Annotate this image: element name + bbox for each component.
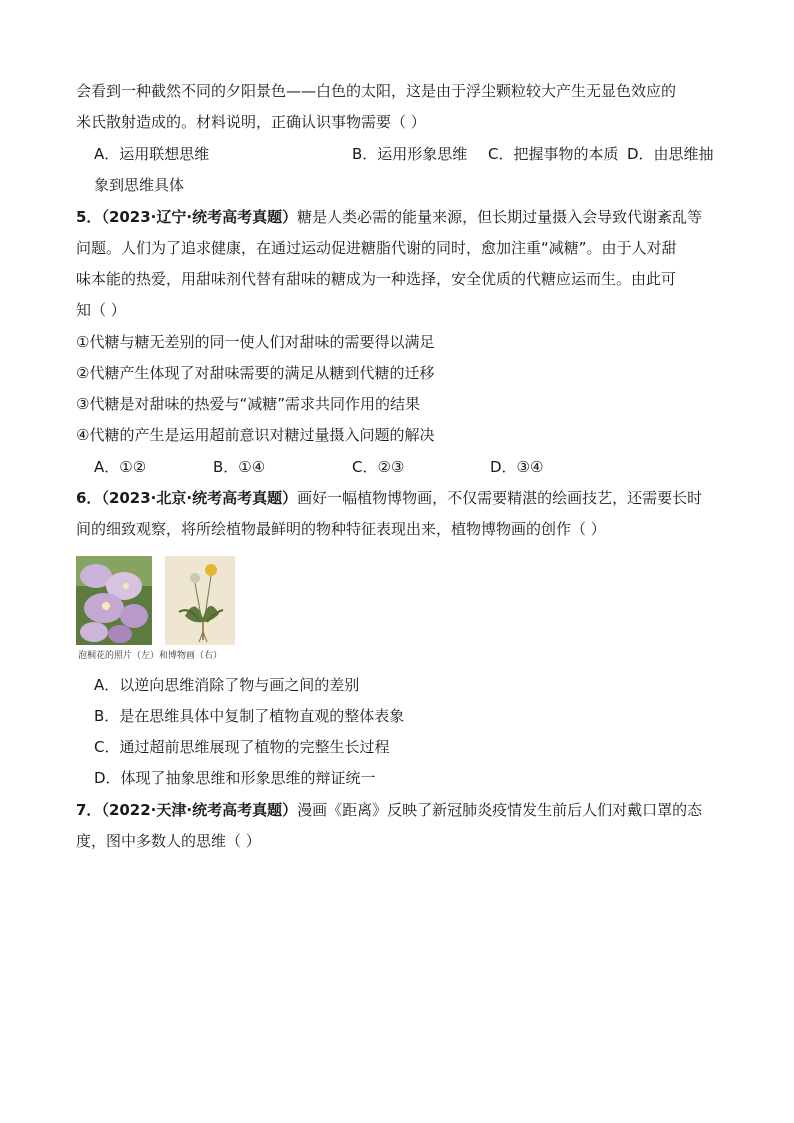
figure-caption: 泡桐花的照片（左）和博物画（右） — [78, 651, 223, 661]
dandelion-botanical-painting — [165, 556, 235, 645]
q5-statement-4: ④代糖的产生是运用超前意识对糖过量摄入问题的解决 — [76, 426, 435, 444]
q5-stem-text: 糖是人类必需的能量来源，但长期过量摄入会导致代谢紊乱等 — [297, 208, 703, 226]
q5-stem-line-4: 知（ ） — [76, 301, 126, 319]
q7-stem-line-2: 度，图中多数人的思维（ ） — [76, 832, 261, 850]
q5-statement-3: ③代糖是对甜味的热爱与“减糖”需求共同作用的结果 — [76, 395, 420, 413]
q5-statement-2: ②代糖产生体现了对甜味需要的满足从糖到代糖的迁移 — [76, 364, 435, 382]
q5-option-a: A．①② — [94, 458, 147, 476]
q4-stem-line-2: 米氏散射造成的。材料说明，正确认识事物需要（ ） — [76, 113, 426, 131]
q6-stem-line-2: 间的细致观察，将所绘植物最鲜明的物种特征表现出来，植物博物画的创作（ ） — [76, 520, 606, 538]
q6-option-c: C．通过超前思维展现了植物的完整生长过程 — [94, 738, 390, 756]
q5-option-d: D．③④ — [490, 458, 544, 476]
q7-number: 7． — [76, 801, 102, 819]
q5-stem-line-1 — [76, 207, 702, 227]
q5-option-b: B．①④ — [213, 458, 266, 476]
q5-option-c: C．②③ — [352, 458, 405, 476]
q4-option-d-continued: 象到思维具体 — [94, 176, 185, 194]
q7-stem-line-1 — [76, 800, 702, 820]
q5-statement-1: ①代糖与糖无差别的同一使人们对甜味的需要得以满足 — [76, 333, 435, 351]
q4-option-a: A．运用联想思维 — [94, 145, 210, 163]
q5-stem-line-3: 味本能的热爱，用甜味剂代替有甜味的糖成为一种选择，安全优质的代糖应运而生。由此可 — [76, 270, 677, 288]
q6-source: （2023·北京·统考高考真题） — [101, 489, 298, 507]
q6-stem-text: 画好一幅植物博物画，不仅需要精湛的绘画技艺，还需要长时 — [297, 489, 703, 507]
q7-stem-text: 漫画《距离》反映了新冠肺炎疫情发生前后人们对戴口罩的态 — [297, 801, 703, 819]
q4-option-c: C．把握事物的本质 — [488, 145, 619, 163]
q6-option-d: D．体现了抽象思维和形象思维的辩证统一 — [94, 769, 376, 787]
paulownia-flower-photo — [76, 556, 152, 645]
q6-stem-line-1 — [76, 488, 702, 508]
q7-source: （2022·天津·统考高考真题） — [101, 801, 298, 819]
q6-option-a: A．以逆向思维消除了物与画之间的差别 — [94, 676, 360, 694]
q5-source: （2023·辽宁·统考高考真题） — [101, 208, 298, 226]
q6-option-b: B．是在思维具体中复制了植物直观的整体表象 — [94, 707, 405, 725]
q4-option-b: B．运用形象思维 — [352, 145, 468, 163]
q5-stem-line-2: 问题。人们为了追求健康，在通过运动促进糖脂代谢的同时，愈加注重“减糖”。由于人对甜 — [76, 239, 677, 257]
q6-number: 6． — [76, 489, 102, 507]
q4-stem-line-1: 会看到一种截然不同的夕阳景色——白色的太阳，这是由于浮尘颗粒较大产生无显色效应的 — [76, 82, 677, 100]
q4-option-d: D．由思维抽 — [627, 145, 714, 163]
q5-number: 5． — [76, 208, 102, 226]
